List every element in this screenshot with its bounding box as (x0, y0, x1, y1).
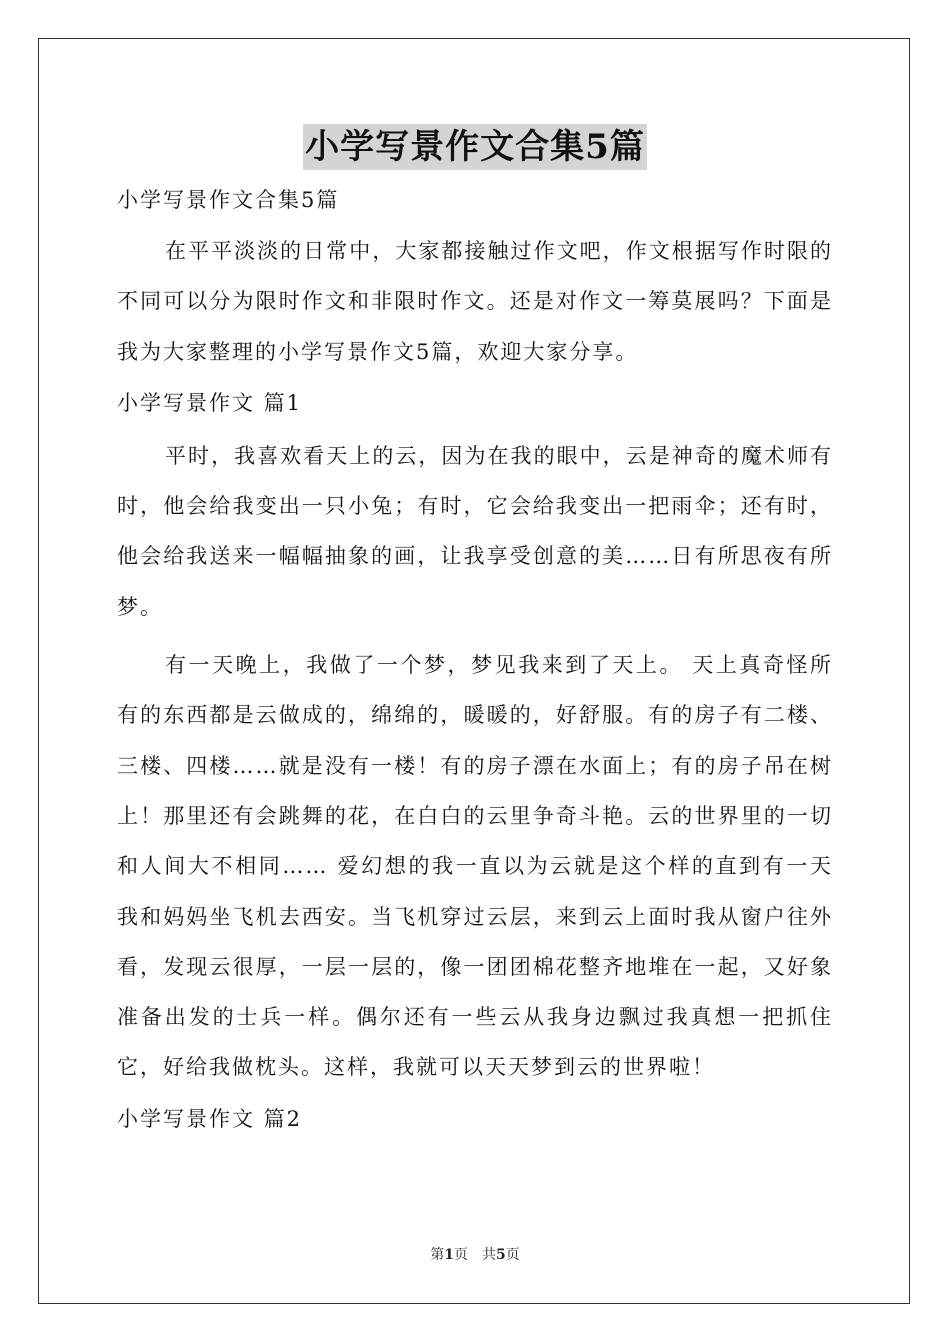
page-footer (0, 1244, 950, 1264)
footer-current-page: 1 (444, 1247, 454, 1263)
document-body (117, 182, 833, 1139)
footer-mid: 页 共 (454, 1247, 496, 1263)
section-2-heading: 小学写景作文 篇2 (117, 1106, 303, 1131)
footer-suffix: 页 (505, 1247, 520, 1263)
section-1-paragraph-2: 有一天晚上，我做了一个梦，梦见我来到了天上。 天上真奇怪所有的东西都是云做成的，绵绵的，暖暖的，好舒服。有的房子有二楼、三楼、四楼……就是没有一楼！有的房子漂在水面上；有的房子吊在树上！那里还有会跳舞的花，在白白的云里争奇斗艳。云的世界里的一切和人间大不相同…… 爱幻想的我一直以为云就是这个样的直到有一天我和妈妈坐飞机去西安。当飞机穿过云层，来到云上面时我从窗户往外看，发现云很厚，一层一层的，像一团团棉花整齐地堆在一起，又好象准备出发的士兵一样。偶尔还有一些云从我身边飘过我真想一把抓住它，好给我做枕头。这样，我就可以天天梦到云的世界啦！ (117, 653, 833, 1080)
section-1-paragraph-1: 平时，我喜欢看天上的云，因为在我的眼中，云是神奇的魔术师有时，他会给我变出一只小兔；有时，它会给我变出一把雨伞；还有时，他会给我送来一幅幅抽象的画，让我享受创意的美……日有所思夜有所梦。 (117, 443, 833, 619)
intro-paragraph: 在平平淡淡的日常中，大家都接触过作文吧，作文根据写作时限的不同可以分为限时作文和非限时作文。还是对作文一筹莫展吗？下面是我为大家整理的小学写景作文5篇，欢迎大家分享。 (117, 239, 833, 364)
document-subtitle: 小学写景作文合集5篇 (117, 188, 340, 212)
footer-prefix: 第 (430, 1247, 445, 1263)
title-container (0, 124, 950, 170)
section-1-heading: 小学写景作文 篇1 (117, 390, 303, 415)
footer-total-pages: 5 (496, 1247, 506, 1263)
document-title: 小学写景作文合集5篇 (303, 124, 647, 170)
